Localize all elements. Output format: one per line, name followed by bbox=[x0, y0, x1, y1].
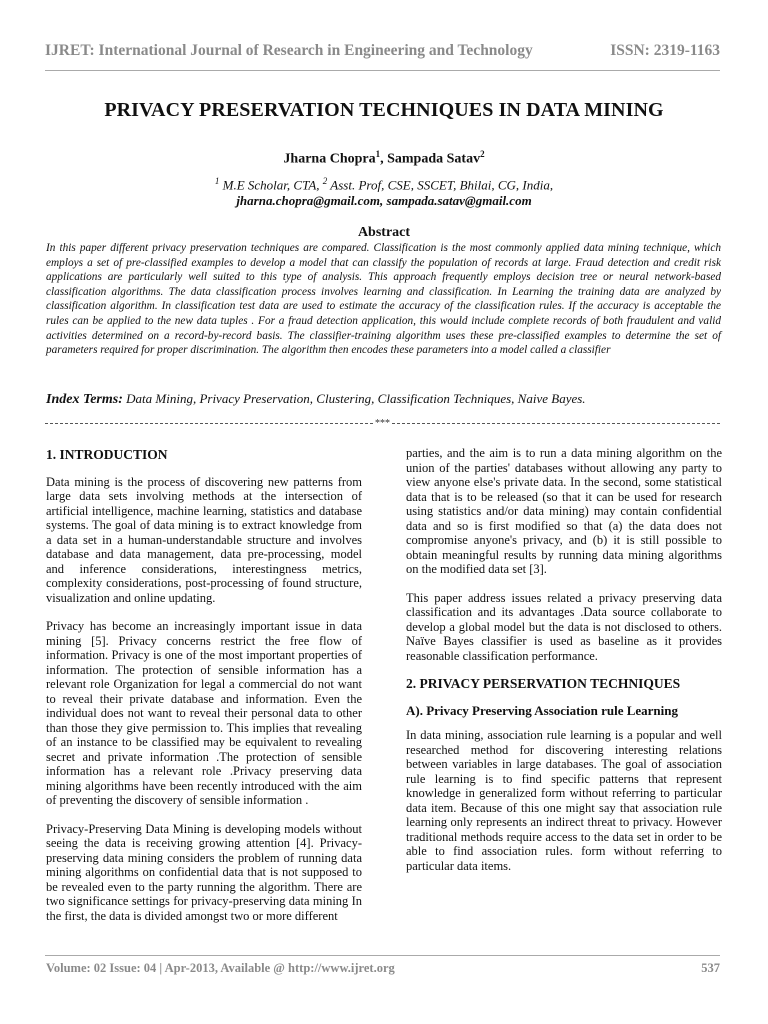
header-divider bbox=[45, 70, 720, 71]
author-list bbox=[0, 149, 768, 168]
author-emails: jharna.chopra@gmail.com, sampada.satav@gmail.com bbox=[236, 193, 532, 208]
abstract-body: In this paper different privacy preservation techniques are compared. Classification is the most commonly applied data mining technique, which employs a set of pre-classified examples to develop a model that can classify the population of records at large. Fraud detection and credit risk applications are particularly well suited to this type of analysis. This approach frequently employs decision tree or neural network-based classification algorithms. The data classification process involves learning and classification. In Learning the training data are analyzed by classification algorithm. In classification test data are used to estimate the accuracy of the classification rules. If the accuracy is acceptable the rules can be applied to the new data tuples . For a fraud detection application, this would include complete records of both fraudulent and valid activities determined on a record-by-record basis. The classifier-training algorithm uses these pre-classified examples to determine the set of parameters required for proper discrimination. The algorithm then encodes these parameters into a model called a classifier bbox=[46, 242, 721, 357]
right-paragraph-1: parties, and the aim is to run a data mining algorithm on the union of the parties' databases without allowing any party to view anyone else's private data. In the second, some statistical data that is to be released (so that it can be used for research using statistics and/or data mining) may contain confidential data and so is first modified so that (a) the data does not compromise anyone's privacy, and (b) it is still possible to obtain meaningful results by running data mining algorithms on the modified data set [3]. bbox=[406, 446, 722, 576]
author-1-sup: 1 bbox=[375, 149, 381, 159]
separator-stars: *** bbox=[375, 418, 390, 429]
affil-sup-2: 2 bbox=[322, 176, 328, 186]
separator-dash-left bbox=[45, 423, 373, 424]
author-2-sup: 2 bbox=[480, 149, 485, 159]
affil-sup-1: 1 bbox=[214, 176, 220, 186]
association-rule-heading: A). Privacy Preserving Association rule Learning bbox=[406, 702, 679, 718]
paper-title: PRIVACY PRESERVATION TECHNIQUES IN DATA MINING bbox=[104, 99, 664, 121]
author-2: Sampada Satav bbox=[387, 151, 481, 167]
running-header bbox=[45, 42, 720, 60]
page-number: 537 bbox=[701, 961, 720, 975]
right-column bbox=[406, 446, 722, 887]
issn: ISSN: 2319-1163 bbox=[610, 42, 720, 59]
footer-divider bbox=[45, 955, 720, 956]
index-terms bbox=[46, 391, 721, 408]
footer-volume: Volume: 02 Issue: 04 | Apr-2013, Available @ http://www.ijret.org bbox=[46, 961, 395, 975]
index-terms-label: Index Terms: bbox=[46, 392, 123, 407]
separator-dash-right bbox=[392, 423, 720, 424]
intro-paragraph-2: Privacy has become an increasingly important issue in data mining [5]. Privacy concerns restrict the free flow of information. Privacy is one of the most important properties of information. The protection of sensible information has a relevant role Organization for legal a commercial do not want to reveal their private database and information. Even the individual does not want to reveal their personal data to other than those they give permission to. This implies that revealing of an instance to be classified may be equivalent to revealing secret and private information .The protection of sensible information has a relevant role .Privacy preserving data mining algorithms have been recently introduced with the aim of preventing the discovery of sensible information . bbox=[46, 619, 362, 807]
affil-text-2: Asst. Prof, CSE, SSCET, Bhilai, CG, India, bbox=[327, 177, 554, 193]
affil-text-1: M.E Scholar, CTA, bbox=[219, 177, 323, 193]
left-column bbox=[46, 446, 362, 937]
author-separator: , bbox=[380, 151, 388, 167]
affiliation bbox=[0, 176, 768, 193]
right-paragraph-3: In data mining, association rule learning is a popular and well researched method for discovering interesting relations between variables in large databases. The goal of association rule learning is to find specific patterns that represent knowledge in generalized form without referring to particular data item. Because of this one might say that association rule learning only represents an indirect threat to privacy. However traditional methods require access to the data set in order to be able to find association rules. form without referring to particular data items. bbox=[406, 728, 722, 873]
intro-paragraph-1: Data mining is the process of discovering new patterns from large data sets involving methods at the intersection of artificial intelligence, machine learning, statistics and database systems. The goal of data mining is to extract knowledge from a data set in a human-understandable structure and involves database and data management, data pre-processing, model and inference considerations, interestingness metrics, complexity considerations, post-processing of found structure, visualization and online updating. bbox=[46, 474, 362, 605]
intro-heading: 1. INTRODUCTION bbox=[46, 447, 168, 462]
section-separator bbox=[45, 418, 720, 429]
index-terms-text: Data Mining, Privacy Preservation, Clustering, Classification Techniques, Naive Bayes. bbox=[122, 391, 586, 406]
journal-name: IJRET: International Journal of Research in Engineering and Technology bbox=[45, 42, 533, 59]
right-paragraph-2: This paper address issues related a privacy preserving data classification and its advantages .Data source collaborate to develop a global model but the data is not disclosed to others. Naïve Bayes classifier is used as baseline as it provides reasonable classification performance. bbox=[406, 590, 722, 663]
abstract-heading: Abstract bbox=[357, 225, 411, 240]
intro-paragraph-3: Privacy-Preserving Data Mining is developing models without seeing the data is receiving growing attention [4]. Privacy-preserving data mining considers the problem of running data mining algorithms on confidential data that is not supposed to be revealed even to the party running the algorithm. There are two significance settings for privacy-preserving data mining In the first, the data is divided amongst two or more different bbox=[46, 821, 362, 923]
author-1: Jharna Chopra bbox=[283, 151, 376, 167]
running-footer bbox=[46, 961, 720, 976]
techniques-heading: 2. PRIVACY PERSERVATION TECHNIQUES bbox=[406, 676, 681, 691]
